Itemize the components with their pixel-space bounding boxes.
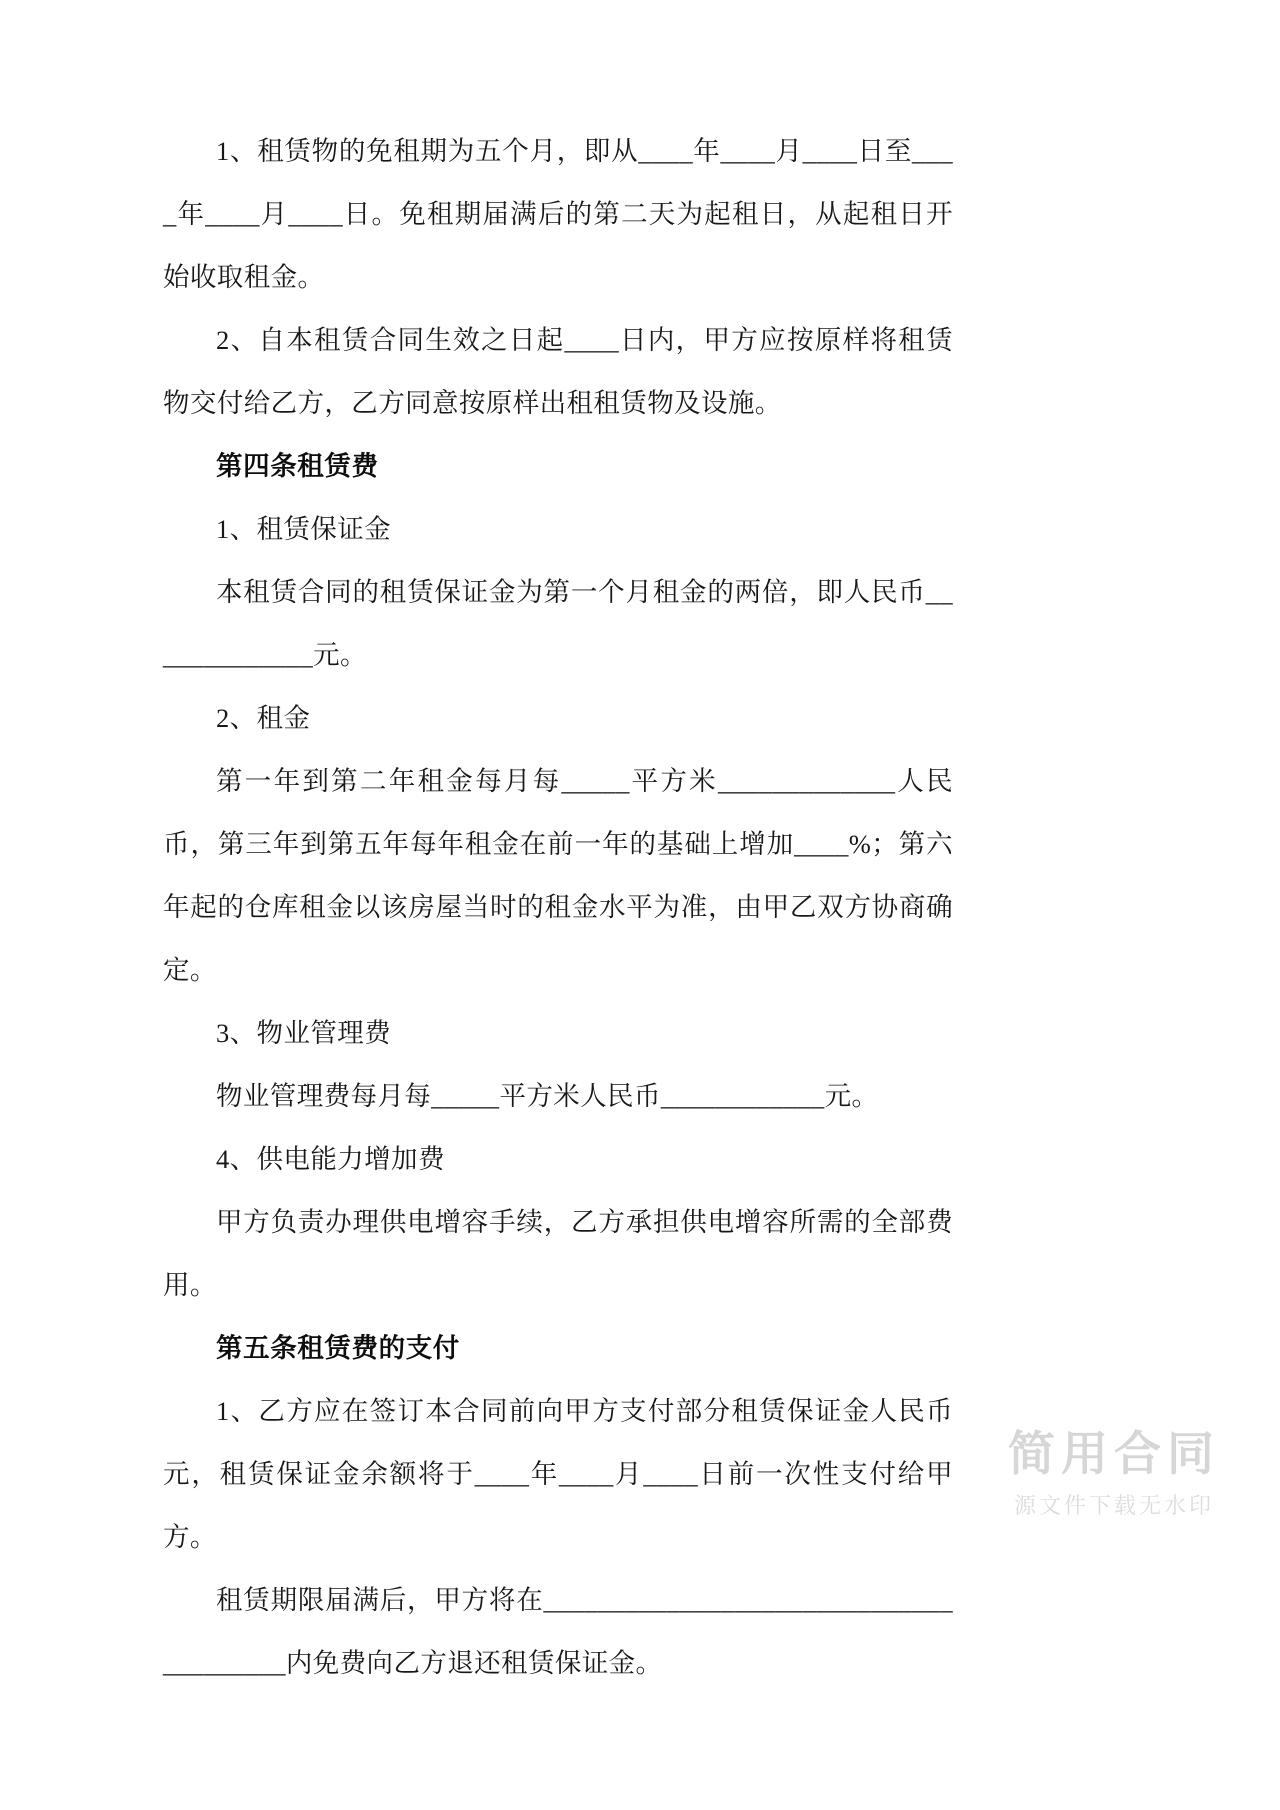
paragraph: 3、物业管理费 — [216, 1018, 392, 1048]
section-heading-article-five: 第五条租赁费的支付 — [216, 1333, 460, 1363]
watermark — [1008, 1427, 1220, 1520]
section-heading-article-four: 第四条租赁费 — [216, 451, 379, 481]
paragraph: 2、自本租赁合同生效之日起____日内，甲方应按原样将租赁物交付给乙方，乙方同意按原样出租租赁物及设施。 — [163, 325, 953, 418]
paragraph: 租赁期限届满后，甲方将在_______________________________________内免费向乙方退还租赁保证金。 — [163, 1585, 953, 1678]
paragraph: 第一年到第二年租金每月每_____平方米_____________人民币，第三年到第五年每年租金在前一年的基础上增加____%；第六年起的仓库租金以该房屋当时的租金水平为准，由甲乙双方协商确定。 — [163, 766, 953, 985]
paragraph: 1、租赁保证金 — [216, 514, 392, 544]
paragraph: 物业管理费每月每_____平方米人民币____________元。 — [216, 1081, 879, 1111]
document-text-body — [163, 120, 953, 1695]
paragraph: 1、乙方应在签订本合同前向甲方支付部分租赁保证金人民币元，租赁保证金余额将于____年____月____日前一次性支付给甲方。 — [163, 1396, 953, 1552]
paragraph: 2、租金 — [216, 703, 311, 733]
watermark-tagline: 源文件下载无水印 — [1013, 1493, 1214, 1518]
paragraph: 4、供电能力增加费 — [216, 1144, 445, 1174]
watermark-brand: 简用合同 — [1008, 1426, 1220, 1480]
paragraph: 本租赁合同的租赁保证金为第一个月租金的两倍，即人民币_____________元。 — [163, 577, 953, 670]
paragraph: 1、租赁物的免租期为五个月，即从____年____月____日至____年____月____日。免租期届满后的第二天为起租日，从起租日开始收取租金。 — [163, 136, 953, 292]
paragraph: 甲方负责办理供电增容手续，乙方承担供电增容所需的全部费用。 — [163, 1207, 953, 1300]
